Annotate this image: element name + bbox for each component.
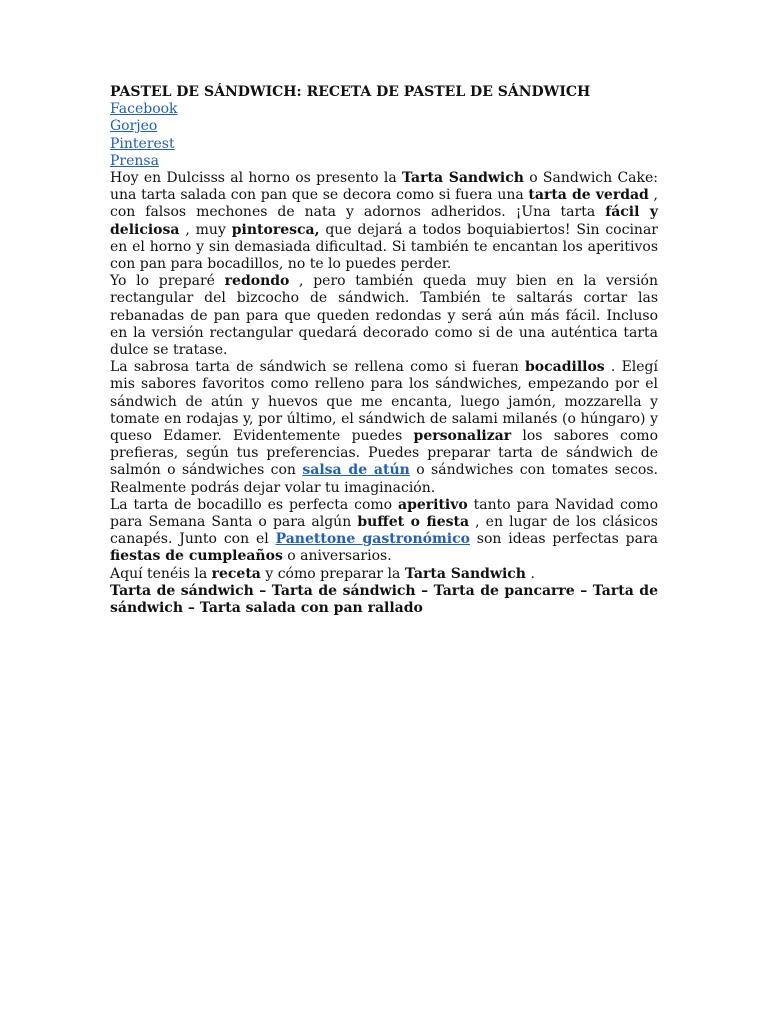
share-link-gorjeo[interactable]: Gorjeo xyxy=(110,118,158,135)
bold-text: receta xyxy=(211,565,261,582)
text: Hoy en Dulcisss al horno os presento la xyxy=(110,170,402,187)
text: Aquí tenéis la xyxy=(110,565,212,582)
paragraph-shape xyxy=(110,273,658,359)
text: o sándwiches con tomates secos. Realmente podrás dejar volar tu imaginación. xyxy=(110,462,658,496)
bold-text: tarta de verdad xyxy=(528,187,649,204)
paragraph-intro xyxy=(110,170,658,273)
bold-text: Tarta Sandwich xyxy=(404,565,526,582)
share-link-pinterest[interactable]: Pinterest xyxy=(110,135,175,152)
text: , en lugar de los clásicos canapés. Junto con el xyxy=(110,514,658,548)
text: La tarta de bocadillo es perfecta como xyxy=(110,496,398,513)
text: Yo lo preparé xyxy=(110,273,225,290)
link-panettone-gastronomico[interactable]: Panettone gastronómico xyxy=(275,531,470,548)
bold-text: buffet o fiesta xyxy=(357,514,470,531)
page-title: PASTEL DE SÁNDWICH: RECETA DE PASTEL DE SÁNDWICH xyxy=(110,84,591,100)
paragraph-filling xyxy=(110,359,658,497)
bold-text: pintoresca, xyxy=(231,221,320,238)
bold-text: fácil y deliciosa xyxy=(110,204,658,238)
document-page xyxy=(110,84,658,617)
bold-text: fiestas de cumpleaños xyxy=(110,548,283,565)
bold-text: personalizar xyxy=(413,428,512,445)
paragraph-recipe-intro xyxy=(110,566,658,583)
text: que dejará a todos boquiabiertos! Sin cocinar en el horno y sin demasiada dificultad. Si también te encantan los aperitivos con pan para bocadillos, no te lo puedes perder. xyxy=(110,221,658,273)
link-salsa-de-atun[interactable]: salsa de atún xyxy=(302,462,410,479)
paragraph-occasions xyxy=(110,497,658,566)
text: , con falsos mechones de nata y adornos adheridos. ¡Una tarta xyxy=(110,187,658,221)
text: son ideas perfectas para xyxy=(469,531,658,548)
text: , muy xyxy=(179,221,232,238)
text: La sabrosa tarta de sándwich se rellena como si fueran xyxy=(110,359,525,376)
bold-text: bocadillos xyxy=(524,359,605,376)
text: , pero también queda muy bien en la versión rectangular del bizcocho de sándwich. También te saltarás cortar las rebanadas de pan para que queden redondas y será aún más fácil. Incluso en la versión rectangular quedará decorado como si de una auténtica tarta dulce se tratase. xyxy=(110,273,659,359)
text: o aniversarios. xyxy=(282,548,392,565)
text: tanto para Navidad como para Semana Santa o para algún xyxy=(110,496,659,531)
text: . Elegí mis sabores favoritos como relleno para los sándwiches, empezando por el sándwich de atún y huevos que me encanta, luego jamón, mozzarella y tomate en rodajas y, por último, el sándwich de salami milanés (o húngaro) y queso Edamer. Evidentemente puedes xyxy=(110,359,658,445)
text: y cómo preparar la xyxy=(260,565,405,582)
text: . xyxy=(526,565,535,582)
bold-text: Tarta Sandwich xyxy=(401,170,524,187)
text: o Sandwich Cake: una tarta salada con pan que se decora como si fuera una xyxy=(110,170,658,204)
share-link-prensa[interactable]: Prensa xyxy=(110,152,159,169)
text: los sabores como prefieras, según tus preferencias. Puedes preparar tarta de sándwich de salmón o sándwiches con xyxy=(110,428,658,479)
recipe-subtitle: Tarta de sándwich – Tarta de sándwich – Tarta de pancarre – Tarta de sándwich – Tarta salada con pan rallado xyxy=(110,582,658,617)
bold-text: redondo xyxy=(224,273,290,290)
bold-text: aperitivo xyxy=(398,496,468,513)
share-link-facebook[interactable]: Facebook xyxy=(110,101,178,118)
